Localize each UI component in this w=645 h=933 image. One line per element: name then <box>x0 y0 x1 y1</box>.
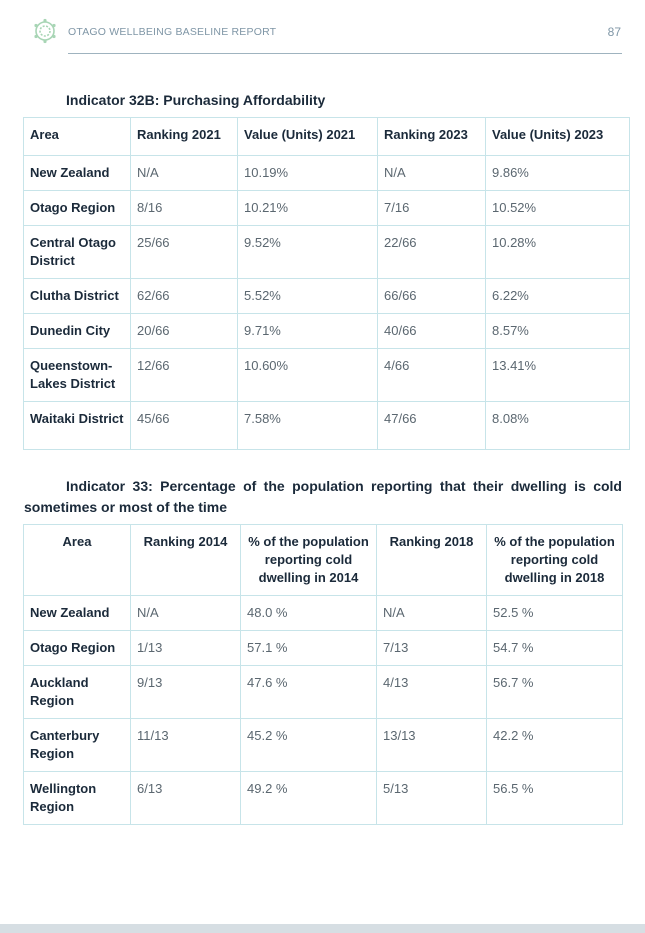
value-cell: 7/13 <box>377 631 487 666</box>
value-cell: N/A <box>131 156 238 191</box>
value-cell: 10.28% <box>486 226 630 279</box>
value-cell: 10.52% <box>486 191 630 226</box>
header-divider <box>68 53 622 54</box>
column-header: Ranking 2023 <box>378 118 486 156</box>
table-header-row <box>24 118 630 156</box>
table-row <box>24 596 623 631</box>
value-cell: 11/13 <box>131 719 241 772</box>
table-row <box>24 349 630 402</box>
table-row <box>24 191 630 226</box>
value-cell: N/A <box>131 596 241 631</box>
column-header: Ranking 2018 <box>377 525 487 596</box>
value-cell: 20/66 <box>131 314 238 349</box>
value-cell: 4/13 <box>377 666 487 719</box>
value-cell: 52.5 % <box>487 596 623 631</box>
value-cell: 54.7 % <box>487 631 623 666</box>
value-cell: 62/66 <box>131 279 238 314</box>
value-cell: 13/13 <box>377 719 487 772</box>
area-cell: Queenstown-Lakes District <box>24 349 131 402</box>
value-cell: 8.08% <box>486 402 630 450</box>
value-cell: 49.2 % <box>241 772 377 825</box>
value-cell: 56.7 % <box>487 666 623 719</box>
table-row <box>24 279 630 314</box>
table-row <box>24 226 630 279</box>
value-cell: 9/13 <box>131 666 241 719</box>
column-header: Area <box>24 118 131 156</box>
value-cell: N/A <box>377 596 487 631</box>
value-cell: 10.19% <box>238 156 378 191</box>
table-row <box>24 156 630 191</box>
indicator-32b-heading: Indicator 32B: Purchasing Affordability <box>66 92 326 108</box>
value-cell: 9.71% <box>238 314 378 349</box>
value-cell: 45/66 <box>131 402 238 450</box>
area-cell: Central Otago District <box>24 226 131 279</box>
table-row <box>24 772 623 825</box>
table-row <box>24 631 623 666</box>
value-cell: 57.1 % <box>241 631 377 666</box>
value-cell: 8/16 <box>131 191 238 226</box>
table-row <box>24 314 630 349</box>
value-cell: 42.2 % <box>487 719 623 772</box>
value-cell: 7/16 <box>378 191 486 226</box>
wellbeing-logo-icon <box>32 18 58 44</box>
value-cell: 1/13 <box>131 631 241 666</box>
area-cell: Dunedin City <box>24 314 131 349</box>
area-cell: New Zealand <box>24 156 131 191</box>
value-cell: 8.57% <box>486 314 630 349</box>
value-cell: 10.60% <box>238 349 378 402</box>
value-cell: 47/66 <box>378 402 486 450</box>
column-header: Value (Units) 2021 <box>238 118 378 156</box>
page-header <box>0 0 645 60</box>
value-cell: 66/66 <box>378 279 486 314</box>
area-cell: Auckland Region <box>24 666 131 719</box>
value-cell: 9.52% <box>238 226 378 279</box>
value-cell: 12/66 <box>131 349 238 402</box>
value-cell: 4/66 <box>378 349 486 402</box>
area-cell: Otago Region <box>24 191 131 226</box>
table-row <box>24 719 623 772</box>
area-cell: New Zealand <box>24 596 131 631</box>
table-header-row <box>24 525 623 596</box>
value-cell: 5.52% <box>238 279 378 314</box>
column-header: Area <box>24 525 131 596</box>
value-cell: 45.2 % <box>241 719 377 772</box>
column-header: % of the population reporting cold dwelling in 2018 <box>487 525 623 596</box>
value-cell: 22/66 <box>378 226 486 279</box>
area-cell: Otago Region <box>24 631 131 666</box>
page-number: 87 <box>607 25 621 39</box>
value-cell: 56.5 % <box>487 772 623 825</box>
column-header: Value (Units) 2023 <box>486 118 630 156</box>
area-cell: Wellington Region <box>24 772 131 825</box>
value-cell: 40/66 <box>378 314 486 349</box>
value-cell: 6.22% <box>486 279 630 314</box>
value-cell: 47.6 % <box>241 666 377 719</box>
value-cell: 13.41% <box>486 349 630 402</box>
value-cell: 48.0 % <box>241 596 377 631</box>
value-cell: 9.86% <box>486 156 630 191</box>
value-cell: 25/66 <box>131 226 238 279</box>
area-cell: Canterbury Region <box>24 719 131 772</box>
column-header: % of the population reporting cold dwelling in 2014 <box>241 525 377 596</box>
value-cell: 7.58% <box>238 402 378 450</box>
value-cell: 6/13 <box>131 772 241 825</box>
footer-bar <box>0 924 645 933</box>
column-header: Ranking 2021 <box>131 118 238 156</box>
column-header: Ranking 2014 <box>131 525 241 596</box>
value-cell: N/A <box>378 156 486 191</box>
table-row <box>24 666 623 719</box>
table-row <box>24 402 630 450</box>
area-cell: Waitaki District <box>24 402 131 450</box>
cold-dwelling-table <box>23 524 623 825</box>
purchasing-affordability-table <box>23 117 630 450</box>
indicator-33-heading: Indicator 33: Percentage of the population reporting that their dwelling is cold sometimes or most of the time <box>24 478 622 515</box>
report-title: OTAGO WELLBEING BASELINE REPORT <box>68 26 277 38</box>
area-cell: Clutha District <box>24 279 131 314</box>
value-cell: 5/13 <box>377 772 487 825</box>
value-cell: 10.21% <box>238 191 378 226</box>
